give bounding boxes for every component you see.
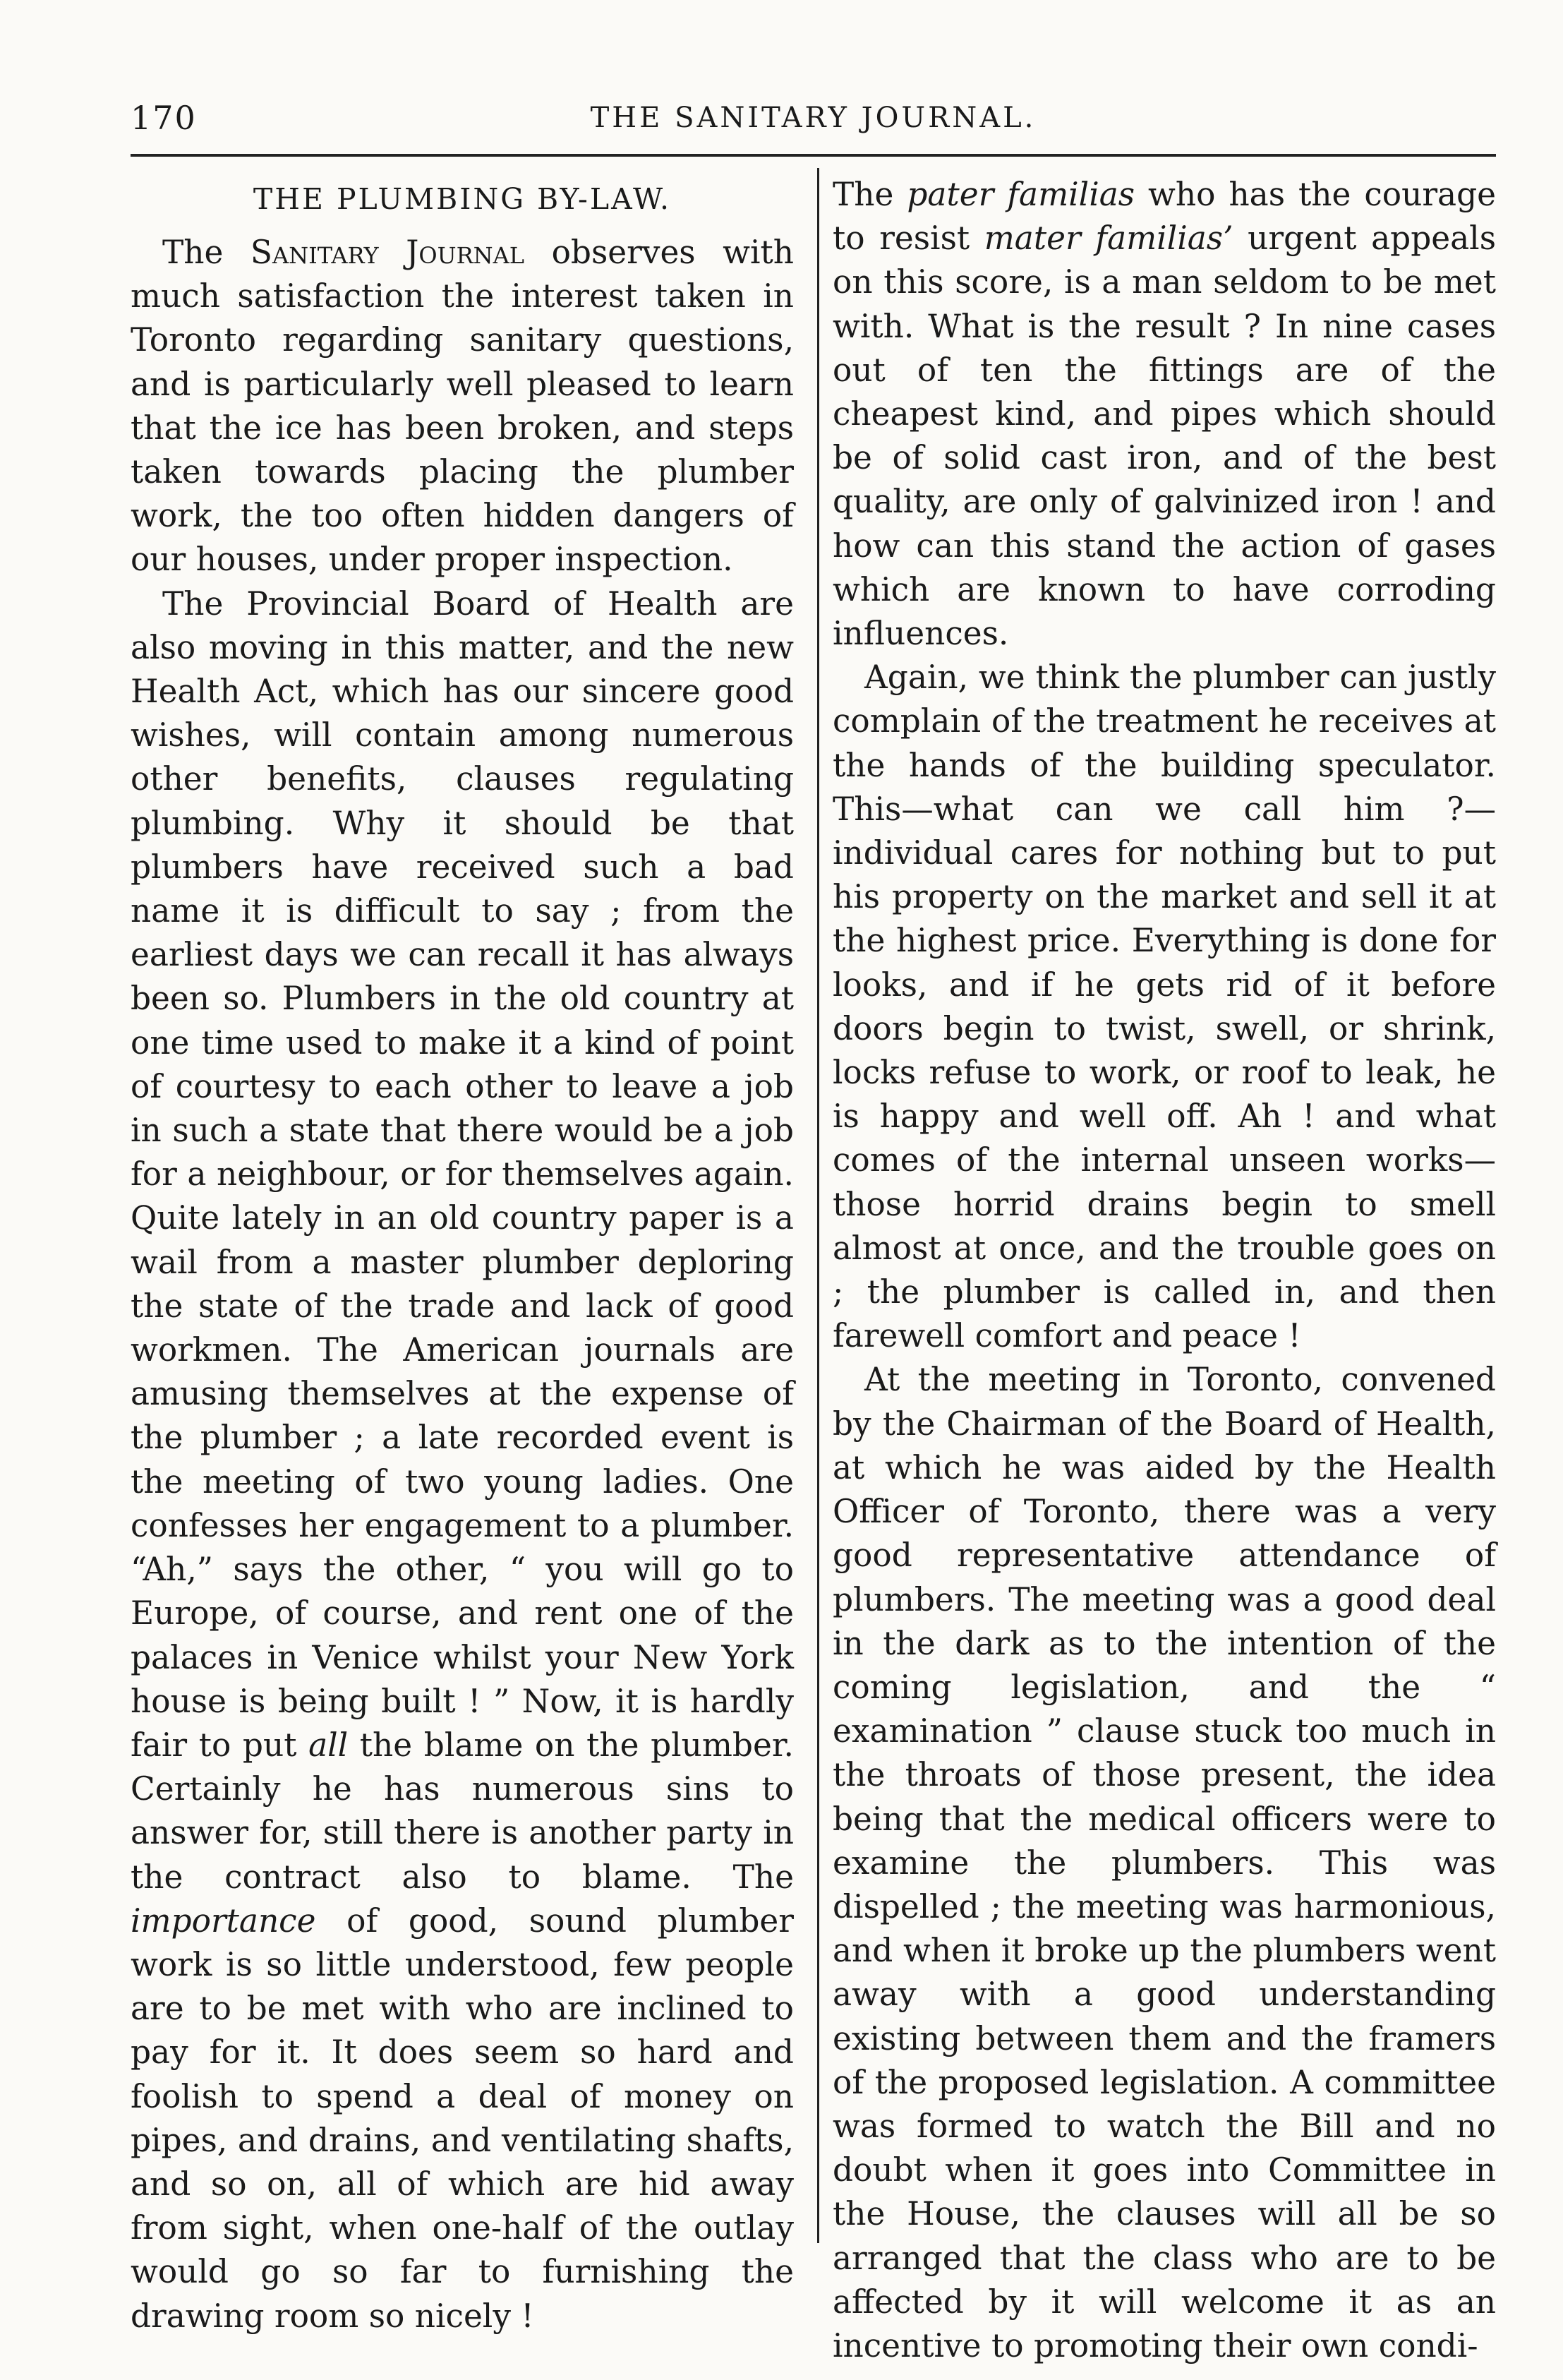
page-header	[131, 99, 1496, 148]
paragraph-3-mid: who has the courage to resist	[833, 176, 1496, 258]
column-divider	[817, 168, 819, 2243]
paragraph-2-text-end: of good, sound plumber work is so little understood, few people are to be met with who are inclined to pay for it. It does seem so hard and foolish to spend a deal of money on pipes, and drains, and ventilating shafts, and so on, all of which are hid away from sight, when one-half of the outlay would go so far to furnishing the drawing room so nicely !	[131, 1901, 794, 2335]
right-column	[833, 173, 1496, 2364]
left-column	[131, 173, 794, 2335]
page-number: 170	[131, 99, 197, 137]
paragraph-1-text: observes with much satisfaction the interest taken in Toronto regarding sanitary questions, and is particularly well pleased to learn that the ice has been broken, and steps taken towards placing the plumber work, the too often hidden dangers of our houses, under proper inspection.	[131, 234, 794, 579]
paragraph-2-text-cont: the blame on the plumber. Certainly he has numerous sins to answer for, still there is another party in the contract also to blame. The	[131, 1726, 794, 1896]
header-rule	[131, 154, 1496, 157]
article-title: THE PLUMBING BY-LAW.	[253, 182, 672, 216]
running-title: THE SANITARY JOURNAL.	[590, 102, 1037, 134]
paragraph-1-lead: The	[162, 234, 251, 271]
paragraph-2-text: The Provincial Board of Health are also moving in this matter, and the new Health Act, which has our sincere good wishes, will contain among numerous other benefits, clauses regulating plumbing. Why it should be that plumbers have received such a bad name it is difficult to say ; from the earliest days we can recall it has always been so. Plumbers in the old country at one time used to make it a kind of point of courtesy to each other to leave a job in such a state that there would be a job for a neighbour, or for themselves again. Quite lately in an old country paper is a wail from a master plumber deploring the state of the trade and lack of good workmen. The American journals are amusing themselves at the expense of the plumber ; a late recorded event is the meeting of two young ladies. One confesses her engagement to a plumber. “Ah,” says the other, “ you will go to Europe, of course, and rent one of the palaces in Venice whilst your New York house is being built ! ” Now, it is hardly fair to put	[131, 584, 794, 1764]
paragraph-3-text: urgent appeals on this score, is a man seldom to be met with. What is the result ? In nine cases out of ten the fittings are of the cheapest kind, and pipes which should be of solid cast iron, and of the best quality, are only of galvinized iron ! and how can this stand the action of gases which are known to have corroding influences.	[833, 220, 1496, 653]
paragraph-3	[833, 173, 1496, 656]
paragraph-5: At the meeting in Toronto, convened by the Chairman of the Board of Health, at which he was aided by the Health Officer of Toronto, there was a very good representative attendance of plumbers. The meeting was a good deal in the dark as to the intention of the coming legislation, and the “ examination ” clause stuck too much in the throats of those present, the idea being that the medical officers were to examine the plumbers. This was dispelled ; the meeting was harmonious, and when it broke up the plumbers went away with a good understanding existing between them and the framers of the proposed legislation. A committee was formed to watch the Bill and no doubt when it goes into Committee in the House, the clauses will all be so arranged that the class who are to be affected by it will welcome it as an incentive to promoting their own condi-	[833, 1361, 1496, 2364]
paragraph-4: Again, we think the plumber can justly complain of the treatment he receives at the hands of the building speculator. This—what can we call him ?—individual cares for nothing but to put his property on the market and sell it at the highest price. Everything is done for looks, and if he gets rid of it before doors begin to twist, swell, or shrink, locks refuse to work, or roof to leak, he is happy and well off. Ah ! and what comes of the internal unseen works—those horrid drains begin to smell almost at once, and the trouble goes on ; the plumber is called in, and then farewell comfort and peace !	[833, 659, 1496, 1355]
paragraph-2	[131, 582, 794, 2338]
paragraph-2-italic-all: all	[308, 1726, 349, 1764]
paragraph-1	[131, 231, 794, 582]
mater-familias: mater familias’	[984, 220, 1233, 258]
journal-name: Sanitary Journal	[250, 234, 525, 271]
paragraph-3-lead: The	[833, 176, 907, 213]
paragraph-2-italic-importance: importance	[131, 1901, 316, 1940]
pater-familias: pater familias	[907, 176, 1135, 213]
